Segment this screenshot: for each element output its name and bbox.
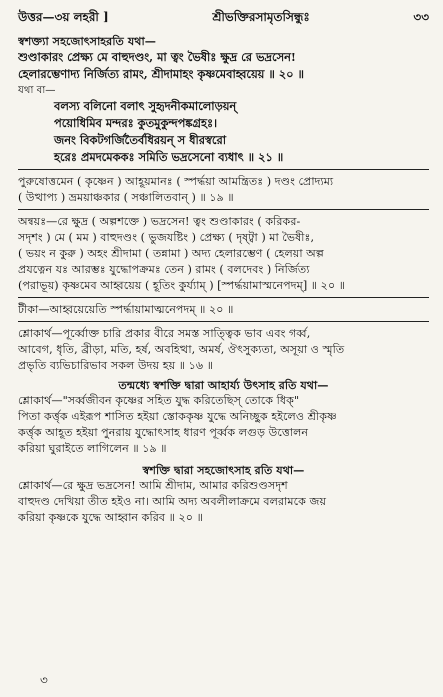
paragraph-line: শ্লোকার্থ—"সর্ব্বজীবন কৃষ্ণের সহিত যুদ্ধ করিতেছিস্ তোকে ধিক্" (18, 394, 300, 407)
section-sahaja-verse (18, 33, 429, 83)
verse-line: শুণ্ডাকারং প্রেক্ষ্য মে বাহুদণ্ডং, মা ত্বং ভৈষীঃ ক্ষুদ্র রে ভদ্রসেন! (18, 50, 296, 64)
section-commentary-19 (18, 174, 429, 206)
paragraph-line: ( ভয়ং ন কুরু ) অহং শ্রীদামা ( তন্নামা ) অদ্য হেলারম্ভেণ ( হেলয়া অল্প (18, 247, 324, 260)
verse-line: বলস্য বলিনো বলাৎ সুহৃদনীকমালোড়য়ন্ (54, 99, 237, 113)
verse-line: হেলারম্ভেণাদ্য নির্জিত্য রামং, শ্রীদামাহং কৃষ্ণমেবাহ্বয়েয় ॥ ২০ ॥ (18, 67, 304, 81)
section-heading: স্বশক্ত্যা সহজোৎসাহরতি যথা— (18, 34, 156, 48)
tika-line: টীকা—আহ্বয়েয়েতি স্পর্দ্ধায়ামাত্মনেপদম্ ॥ ২০ ॥ (18, 303, 234, 316)
sub-heading: স্বশক্তি দ্বারা সহজোৎসাহ রতি যথা— (142, 463, 305, 477)
paragraph-line: পুরুষোত্তমেন ( কৃষ্ণেন ) আহূয়মানঃ ( স্পর্দ্ধয়া আমন্ত্রিতঃ ) দণ্ডং প্রোদ্যম্য (18, 175, 334, 188)
paragraph-line: আবেগ, ধৃতি, ব্রীড়া, মতি, হর্ষ, অবহিত্থা, অমর্ষ, ঔৎসুক্যতা, অসূয়া ও স্মৃতি (18, 343, 345, 356)
paragraph-line: করিয়া ঘুরাইতে লাগিলেন ॥ ১৯ ॥ (18, 442, 167, 455)
paragraph-line: সদৃশং ) মে ( মম ) বাহুদণ্ডং ( ভুজযষ্টিং ) প্রেক্ষ্য ( দৃষ্ট্বা ) মা ভৈষীঃ, (18, 231, 315, 244)
section-shlokartha-16 (18, 326, 429, 457)
divider (18, 169, 429, 170)
divider (18, 297, 429, 298)
paragraph-line: প্রভৃতি ব্যভিচারিভাব সকল উদয় হয় ॥ ১৬ ॥ (18, 359, 214, 372)
divider (18, 321, 429, 322)
verse-line: পয়োধিমিব মন্দরঃ কুতমুকুন্দপঙ্কগ্রহঃ। (54, 116, 218, 130)
paragraph-line: করিয়া কৃষ্ণকে যুদ্ধে আহ্বান করিব ॥ ২০ ॥ (18, 511, 203, 524)
paragraph-line: অন্বয়ঃ—রে ক্ষুদ্র ( অল্পশক্তে ) ভদ্রসেন! ত্বং শুণ্ডাকারং ( করিকর- (18, 215, 301, 228)
header-left: উত্তর—৩য় লহরী ] (18, 10, 109, 24)
paragraph-line: (পরাভূয়) কৃষ্ণমেব আহ্বয়েয় ( হূতিং কুর্য্যাম্ ) [স্পর্দ্ধয়ামাস্মনেপদম্] ॥ ২০ ॥ (18, 279, 346, 292)
paragraph-line: প্রযত্নেন যঃ আরম্ভঃ যুদ্ধোপক্রমঃ তেন ) রামং ( বলদেবং ) নির্জিত্য (18, 263, 310, 276)
paragraph-line: পিতা কর্ত্তৃক এইরূপ শাসিত হইয়া স্তোককৃষ্ণ যুদ্ধে অনিচ্ছুক হইলেও শ্রীকৃষ্ণ (18, 410, 337, 423)
section-anvaya (18, 214, 429, 294)
paragraph-line: ( উত্থাপ্য ) ভ্রময়াঞ্চকার ( সঞ্চালিতবান্ ) ॥ ১৯ ॥ (18, 191, 234, 204)
paragraph-line: শ্লোকার্থ—রে ক্ষুদ্র ভদ্রসেন! আমি শ্রীদাম, আমার করিশুণ্ডসদৃশ (18, 479, 288, 492)
paragraph-line: বাহুদণ্ড দেখিয়া তীত হইও না। আমি অদ্য অবলীলাক্রমে বলরামকে জয় (18, 495, 327, 508)
section-shlokartha-20 (18, 462, 429, 526)
header-center: শ্রীভক্তিরসামৃতসিন্ধুঃ (212, 10, 310, 24)
section-yatha-va (18, 83, 429, 166)
header-page-number: ৩৩ (413, 10, 429, 24)
divider (18, 209, 429, 210)
sub-heading: তন্মধ্যে স্বশক্তি দ্বারা আহার্য্য উৎসাহ রতি যথা— (118, 378, 329, 392)
signature-mark: ৩ (40, 673, 48, 687)
running-header (18, 10, 429, 28)
paragraph-line: কর্ত্তৃক আহূত হইয়া পুনরায় যুদ্ধোৎসাহ ধারণ পূর্ব্বক লগুড় উত্তোলন (18, 426, 309, 439)
paragraph-line: শ্লোকার্থ—পূর্ব্বোক্ত চারি প্রকার বীরে সমস্ত সাত্ত্বিক ভাব এবং গর্ব্ব, (18, 327, 311, 340)
intro-text: যথা বা— (18, 85, 56, 96)
verse-line: হরেঃ প্রমদমেককঃ সমিতি ভদ্রসেনো ব্যধাৎ ॥ ২১ ॥ (54, 150, 284, 164)
verse-line: জনং বিকটগর্জিতৈর্বধিরয়ন্ স ধীরস্বরো (54, 133, 227, 147)
